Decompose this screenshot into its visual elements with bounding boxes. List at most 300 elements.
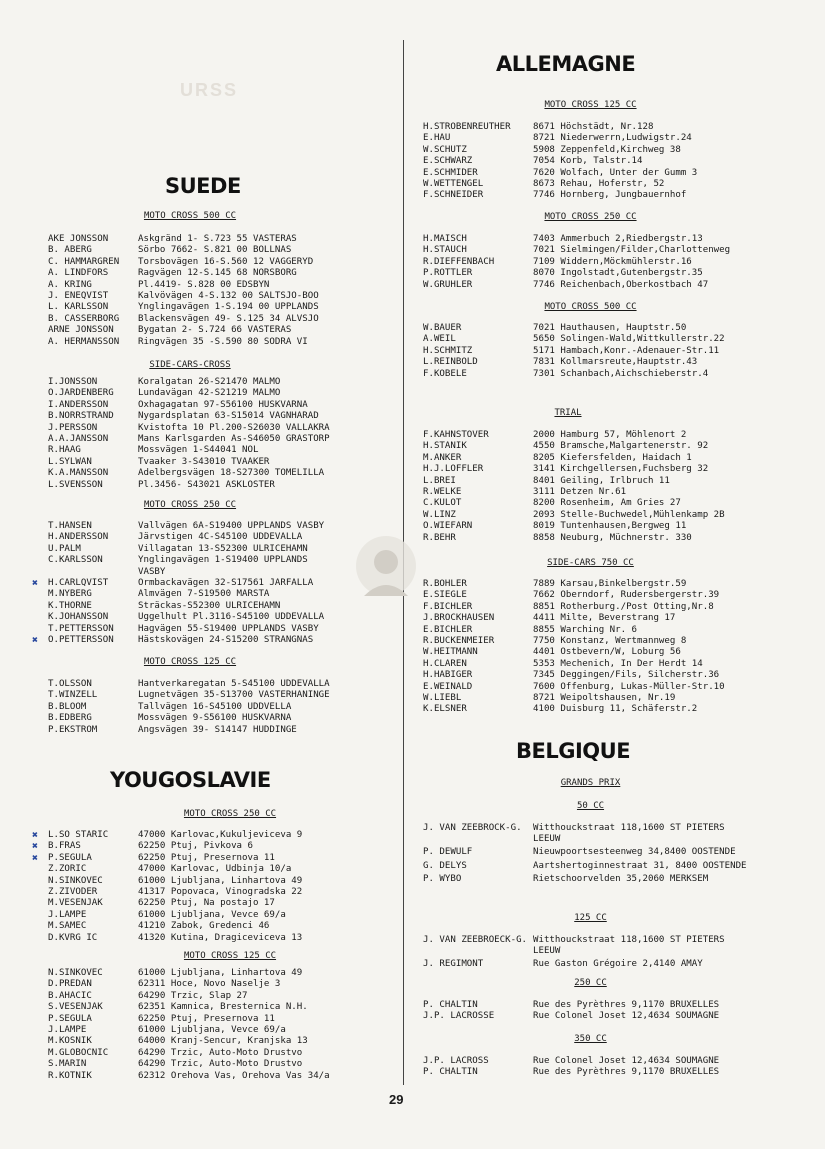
list-item — [423, 487, 725, 498]
entry-address: VASBY — [138, 566, 166, 577]
entry-name: P. CHALTIN — [423, 1067, 478, 1078]
check-mark-icon: ✖ — [32, 577, 39, 589]
entry-name: T.HANSEN — [48, 521, 92, 531]
list-belgique-350cc — [423, 1056, 748, 1078]
entry-address: Uggelhult Pl.3116-S45100 UDDEVALLA — [138, 612, 325, 623]
list-item — [423, 234, 730, 245]
entry-name: W.LIEBL — [423, 692, 462, 703]
entry-name: C.KULOT — [423, 498, 462, 509]
entry-name: J.P. LACROSSE — [423, 1011, 495, 1022]
list-item — [48, 291, 319, 302]
list-item — [48, 968, 330, 979]
entry-name: U.PALM — [48, 543, 81, 554]
entry-name: B. CASSERBORG — [48, 313, 120, 324]
list-suede-sidecars — [48, 377, 330, 491]
list-item — [48, 257, 319, 268]
list-item — [423, 334, 725, 345]
entry-address: 8401 Geiling, Irlbruch 11 — [533, 475, 670, 486]
entry-address: 7403 Ammerbuch 2,Riedbergstr.13 — [533, 234, 703, 244]
list-item — [423, 268, 730, 279]
entry-name: B. ABERG — [48, 245, 92, 256]
entry-address: 8671 Höchstädt, Nr.128 — [533, 122, 654, 132]
entry-name: J.LAMPE — [48, 909, 87, 920]
entry-name: I.JONSSON — [48, 377, 98, 387]
list-item — [423, 257, 730, 268]
list-item — [423, 579, 725, 590]
entry-address: Mans Karlsgarden As-S46050 GRASTORP — [138, 433, 330, 444]
entry-name: J.P. LACROSS — [423, 1056, 489, 1066]
heading-allemagne-trial: TRIAL — [554, 408, 582, 418]
entry-name: M.ANKER — [423, 452, 462, 463]
list-item — [423, 625, 725, 636]
entry-address: 64290 Trzic, Slap 27 — [138, 990, 248, 1001]
list-item — [48, 991, 330, 1002]
list-item — [423, 441, 725, 452]
entry-address: Askgränd 1- S.723 55 VASTERAS — [138, 234, 297, 244]
entry-name: F.SCHNEIDER — [423, 190, 484, 201]
entry-name: R.WELKE — [423, 486, 462, 497]
entry-address: 62311 Hoce, Novo Naselje 3 — [138, 979, 281, 990]
entry-address: 61000 Ljubljana, Linhartova 49 — [138, 875, 303, 886]
page-number: 29 — [389, 1092, 404, 1107]
list-item — [48, 910, 302, 921]
entry-address: Ynglingavägen 1-S.194 00 UPPLANDS — [138, 302, 319, 313]
entry-name: W.LINZ — [423, 509, 456, 520]
entry-address: 62351 Kamnica, Bresternica N.H. — [138, 1002, 308, 1013]
list-item — [423, 1011, 748, 1022]
entry-name: B.EDBERG — [48, 713, 92, 724]
list-item — [48, 302, 319, 313]
entry-name: F.KOBELE — [423, 368, 467, 379]
entry-address: Kvistofta 10 Pl.200-S26030 VALLAKRA — [138, 422, 330, 433]
entry-name: P. DEWULF — [423, 847, 473, 858]
entry-name: L.SO STARIC — [48, 830, 109, 840]
entry-address: 64000 Kranj-Sencur, Kranjska 13 — [138, 1036, 308, 1047]
list-belgique-125cc — [423, 935, 748, 973]
entry-name: N.SINKOVEC — [48, 968, 103, 978]
entry-name: K.JOHANSSON — [48, 612, 109, 623]
entry-name: C. HAMMARGREN — [48, 256, 120, 267]
entry-address: 8205 Kiefersfelden, Haidach 1 — [533, 452, 692, 463]
list-item — [48, 434, 330, 445]
entry-address: Tallvägen 16-S45100 UDDVELLA — [138, 701, 292, 712]
entry-address: Witthouckstraat 118,1600 ST PIETERS LEEUW — [533, 935, 725, 957]
list-item — [32, 577, 324, 589]
list-item — [423, 636, 725, 647]
entry-name: O.JARDENBERG — [48, 388, 114, 399]
list-item — [48, 521, 324, 532]
entry-address: 8070 Ingolstadt,Gutenbergstr.35 — [533, 268, 703, 279]
entry-name: W.GRUHLER — [423, 279, 473, 290]
entry-address: 8851 Rotherburg./Post Otting,Nr.8 — [533, 601, 714, 612]
heading-suede-sidecars: SIDE-CARS-CROSS — [149, 360, 231, 370]
entry-name: R.BEHR — [423, 532, 456, 543]
list-item — [48, 713, 330, 724]
entry-name: A.WEIL — [423, 334, 456, 345]
list-item — [48, 864, 302, 875]
heading-allemagne-mx500: MOTO CROSS 500 CC — [544, 302, 637, 312]
country-title-yougoslavie: YOUGOSLAVIE — [110, 768, 271, 792]
entry-address: Sörbo 7662- S.821 00 BOLLNAS — [138, 245, 292, 256]
entry-name: H.CLAREN — [423, 658, 467, 669]
heading-allemagne-mx250: MOTO CROSS 250 CC — [544, 212, 637, 222]
list-item — [32, 634, 324, 646]
heading-allemagne-sidecars: SIDE-CARS 750 CC — [547, 558, 634, 568]
list-item — [423, 1056, 748, 1067]
heading-suede-mx500: MOTO CROSS 500 CC — [143, 211, 237, 221]
entry-address: Blackensvägen 49- S.125 34 ALVSJO — [138, 313, 319, 324]
entry-name: C.KARLSSON — [48, 555, 103, 566]
entry-address: Angsvägen 39- S14147 HUDDINGE — [138, 724, 297, 735]
list-item — [48, 468, 330, 479]
entry-name: J. REGIMONT — [423, 959, 484, 970]
entry-address: 61000 Ljubljana, Vevce 69/a — [138, 1024, 286, 1035]
entry-name: P.EKSTROM — [48, 724, 98, 735]
entry-address: 4550 Bramsche,Malgartenerstr. 92 — [533, 441, 709, 452]
list-allemagne-trial — [423, 430, 725, 544]
entry-address: Pl.3456- S43021 ASKLOSTER — [138, 479, 275, 490]
entry-name: P. WYBO — [423, 873, 462, 884]
list-item — [48, 876, 302, 887]
entry-address: Almvägen 7-S19500 MARSTA — [138, 589, 270, 600]
entry-address: 41317 Popovaca, Vinogradska 22 — [138, 886, 303, 897]
list-item — [423, 959, 748, 970]
entry-name: S.VESENJAK — [48, 1002, 103, 1013]
list-item — [423, 133, 697, 144]
entry-name: K.ELSNER — [423, 704, 467, 715]
entry-address: 3141 Kirchgellersen,Fuchsberg 32 — [533, 464, 709, 475]
entry-address: Ynglingavägen 1-S19400 UPPLANDS — [138, 555, 308, 566]
entry-name: F.BICHLER — [423, 601, 473, 612]
check-mark-icon: ✖ — [32, 830, 39, 841]
list-item — [48, 268, 319, 279]
list-item — [423, 847, 748, 858]
entry-address: Nieuwpoortsesteenweg 34,8400 OOSTENDE — [533, 847, 736, 858]
list-item — [423, 464, 725, 475]
list-item — [423, 823, 748, 845]
list-item — [423, 476, 725, 487]
entry-name: D.KVRG IC — [48, 932, 98, 943]
entry-address: 7662 Oberndorf, Rudersbergerstr.39 — [533, 590, 720, 601]
entry-name: M.VESENJAK — [48, 898, 103, 909]
list-item — [423, 498, 725, 509]
list-item — [423, 647, 725, 658]
entry-name: AKE JONSSON — [48, 234, 109, 244]
list-item — [48, 388, 330, 399]
entry-address: Hantverkaregatan 5-S45100 UDDEVALLA — [138, 679, 330, 689]
list-item — [423, 179, 697, 190]
list-item — [423, 1000, 748, 1011]
list-item — [48, 234, 319, 245]
entry-name: E.WEINALD — [423, 681, 473, 692]
entry-name: E.HAU — [423, 133, 451, 144]
entry-address: 62312 Orehova Vas, Orehova Vas 34/a — [138, 1070, 330, 1081]
heading-belgique-grands-prix: GRANDS PRIX — [560, 778, 621, 788]
check-mark-icon: ✖ — [32, 634, 39, 646]
list-item — [423, 245, 730, 256]
entry-name: R.KOTNIK — [48, 1070, 92, 1081]
list-item — [48, 679, 330, 690]
entry-name: M.KOSNIK — [48, 1036, 92, 1047]
entry-name: E.SCHWARZ — [423, 156, 473, 167]
entry-name: P. CHALTIN — [423, 1000, 478, 1010]
heading-yougo-mx125: MOTO CROSS 125 CC — [183, 951, 277, 961]
heading-suede-mx125: MOTO CROSS 125 CC — [143, 657, 237, 667]
entry-address: 2093 Stelle-Buchwedel,Mühlenkamp 2B — [533, 509, 725, 520]
entry-address: 62250 Ptuj, Na postajo 17 — [138, 898, 275, 909]
entry-address: 62250 Ptuj, Presernova 11 — [138, 852, 275, 863]
entry-address: 5650 Solingen-Wald,Wittkullerstr.22 — [533, 334, 725, 345]
list-item — [48, 898, 302, 909]
entry-name: H.SCHMITZ — [423, 345, 473, 356]
list-item — [48, 337, 319, 348]
ghost-heading: URSS — [180, 80, 239, 100]
entry-address: 7021 Hauthausen, Hauptstr.50 — [533, 323, 687, 333]
entry-address: 7054 Korb, Talstr.14 — [533, 156, 643, 167]
entry-name: B.FRAS — [48, 841, 81, 852]
entry-address: 7301 Schanbach,Aichschieberstr.4 — [533, 368, 709, 379]
entry-name: S.MARIN — [48, 1059, 87, 1070]
entry-name: J.PERSSON — [48, 422, 98, 433]
entry-address: Koralgatan 26-S21470 MALMO — [138, 377, 281, 387]
entry-address: 7021 Sielmingen/Filder,Charlottenweg — [533, 245, 731, 256]
entry-address: 7746 Reichenbach,Oberkostbach 47 — [533, 279, 709, 290]
list-item — [48, 589, 324, 600]
entry-name: H.ANDERSSON — [48, 532, 109, 543]
entry-address: Bygatan 2- S.724 66 VASTERAS — [138, 325, 292, 336]
list-belgique-50cc — [423, 823, 748, 887]
entry-address: Rue des Pyrèthres 9,1170 BRUXELLES — [533, 1067, 720, 1078]
entry-name: A. KRING — [48, 279, 92, 290]
list-item — [48, 567, 324, 578]
list-item — [423, 935, 748, 957]
list-item — [423, 369, 725, 380]
entry-address: 8019 Tuntenhausen,Bergweg 11 — [533, 521, 687, 532]
list-item — [423, 521, 725, 532]
entry-name: R.DIEFFENBACH — [423, 256, 495, 267]
list-item — [423, 510, 725, 521]
list-item — [423, 861, 748, 872]
entry-name: J. ENEQVIST — [48, 290, 109, 301]
entry-name: P.SEGULA — [48, 1013, 92, 1024]
list-item — [48, 887, 302, 898]
entry-address: Vallvägen 6A-S19400 UPPLANDS VASBY — [138, 521, 325, 531]
entry-address: 64290 Trzic, Auto-Moto Drustvo — [138, 1059, 303, 1070]
heading-suede-mx250: MOTO CROSS 250 CC — [143, 500, 237, 510]
list-item — [423, 357, 725, 368]
list-item — [32, 852, 302, 864]
entry-address: 4401 Ostbevern/W, Loburg 56 — [533, 647, 681, 658]
list-item — [423, 346, 725, 357]
entry-address: 5171 Hambach,Konr.-Adenauer-Str.11 — [533, 345, 720, 356]
list-item — [48, 1025, 330, 1036]
entry-address: 41320 Kutina, Dragiceviceva 13 — [138, 932, 303, 943]
list-item — [48, 601, 324, 612]
entry-address: 7620 Wolfach, Unter der Gumm 3 — [533, 167, 698, 178]
entry-address: 5353 Mechenich, In Der Herdt 14 — [533, 658, 703, 669]
entry-address: Rue Colonel Joset 12,4634 SOUMAGNE — [533, 1056, 720, 1066]
list-item — [423, 602, 725, 613]
entry-address: Mossvägen 1-S44041 NOL — [138, 445, 259, 456]
list-item — [423, 613, 725, 624]
list-suede-mx250 — [32, 521, 325, 646]
entry-name: L. KARLSSON — [48, 302, 109, 313]
entry-address: 8721 Niederwerrn,Ludwigstr.24 — [533, 133, 692, 144]
entry-address: 8200 Rosenheim, Am Gries 27 — [533, 498, 681, 509]
entry-name: J. VAN ZEEBROECK-G. — [423, 935, 528, 945]
entry-name: R.BUCKENMEIER — [423, 635, 495, 646]
list-item — [48, 445, 330, 456]
entry-name: J. VAN ZEEBROCK-G. — [423, 823, 522, 833]
entry-address: Sträckas-S52300 ULRICEHAMN — [138, 600, 281, 611]
entry-name: L.REINBOLD — [423, 357, 478, 368]
list-item — [423, 682, 725, 693]
entry-name: L.SYLWAN — [48, 456, 92, 467]
entry-address: Tvaaker 3-S43010 TVAAKER — [138, 456, 270, 467]
entry-name: M.SAMEC — [48, 921, 87, 932]
entry-name: W.SCHUTZ — [423, 144, 467, 155]
list-yougo-mx250 — [32, 830, 303, 944]
entry-name: P.SEGULA — [48, 852, 92, 863]
entry-address: 62250 Ptuj, Pivkova 6 — [138, 841, 253, 852]
list-belgique-250cc — [423, 1000, 748, 1022]
entry-address: Ragvägen 12-S.145 68 NORSBORG — [138, 268, 297, 279]
check-mark-icon: ✖ — [32, 841, 39, 853]
list-item — [423, 670, 725, 681]
entry-name: K.THORNE — [48, 600, 92, 611]
entry-name: H.CARLQVIST — [48, 577, 109, 588]
entry-address: Pl.4419- S.828 00 EDSBYN — [138, 279, 270, 290]
entry-name: A. LINDFORS — [48, 268, 109, 279]
list-item — [48, 933, 302, 944]
entry-address: 8673 Rehau, Hoferstr, 52 — [533, 178, 665, 189]
entry-name: H.STAUCH — [423, 245, 467, 256]
entry-address: Adelbergsvägen 18-S27300 TOMELILLA — [138, 468, 325, 479]
entry-address: Rue des Pyrèthres 9,1170 BRUXELLES — [533, 1000, 720, 1010]
list-item — [48, 423, 330, 434]
list-item — [423, 168, 697, 179]
entry-address: 3111 Detzen Nr.61 — [533, 486, 627, 497]
entry-name: W.WETTENGEL — [423, 178, 484, 189]
list-item — [48, 400, 330, 411]
entry-address: 7831 Kollmarsreute,Hauptstr.43 — [533, 357, 698, 368]
list-item — [423, 533, 725, 544]
entry-address: 5908 Zeppenfeld,Kirchweg 38 — [533, 144, 681, 155]
list-item — [48, 280, 319, 291]
list-item — [423, 156, 697, 167]
list-item — [423, 453, 725, 464]
entry-name: O.PETTERSSON — [48, 634, 114, 645]
list-item — [48, 457, 330, 468]
list-item — [423, 693, 725, 704]
entry-address: Nygardsplatan 63-S15014 VAGNHARAD — [138, 411, 319, 422]
list-item — [48, 1014, 330, 1025]
entry-name: H.STANIK — [423, 441, 467, 452]
entry-name: J.LAMPE — [48, 1024, 87, 1035]
list-item — [48, 1048, 330, 1059]
entry-address: Torsbovägen 16-S.560 12 VAGGERYD — [138, 256, 314, 267]
entry-name: B.NORRSTRAND — [48, 411, 114, 422]
entry-name: M.NYBERG — [48, 589, 92, 600]
list-item — [423, 323, 725, 334]
entry-name: D.PREDAN — [48, 979, 92, 990]
entry-name: L.SVENSSON — [48, 479, 103, 490]
list-item — [423, 190, 697, 201]
list-allemagne-mx500 — [423, 323, 725, 380]
watermark-stamp — [350, 530, 422, 610]
entry-name: E.SIEGLE — [423, 590, 467, 601]
list-item — [423, 145, 697, 156]
list-item — [48, 1036, 330, 1047]
entry-name: H.MAISCH — [423, 234, 467, 244]
entry-name: A.A.JANSSON — [48, 433, 109, 444]
entry-address: 8855 Warching Nr. 6 — [533, 624, 638, 635]
entry-name: H.HABIGER — [423, 670, 473, 681]
list-item — [48, 1002, 330, 1013]
entry-name: G. DELYS — [423, 860, 467, 871]
list-item — [48, 979, 330, 990]
list-item — [48, 1059, 330, 1070]
entry-name: I.ANDERSSON — [48, 399, 109, 410]
heading-allemagne-mx125: MOTO CROSS 125 CC — [544, 100, 637, 110]
entry-name: R.BOHLER — [423, 579, 467, 589]
list-item — [48, 532, 324, 543]
entry-name: B.BLOOM — [48, 701, 87, 712]
list-suede-mx500 — [48, 234, 319, 348]
entry-address: Rietschoorvelden 35,2060 MERKSEM — [533, 873, 709, 884]
entry-name: ARNE JONSSON — [48, 325, 114, 336]
entry-address: 8858 Neuburg, Müchnerstr. 330 — [533, 532, 692, 543]
list-item — [48, 480, 330, 491]
list-item — [423, 1067, 748, 1078]
entry-address: 7889 Karsau,Binkelbergstr.59 — [533, 579, 687, 589]
entry-address: Rue Colonel Joset 12,4634 SOUMAGNE — [533, 1011, 720, 1022]
list-item — [48, 725, 330, 736]
list-item — [423, 659, 725, 670]
entry-address: 4100 Duisburg 11, Schäferstr.2 — [533, 704, 698, 715]
list-item — [423, 590, 725, 601]
entry-address: 62250 Ptuj, Presernova 11 — [138, 1013, 275, 1024]
entry-name: E.BICHLER — [423, 624, 473, 635]
list-item — [423, 430, 725, 441]
entry-name: L.BREI — [423, 475, 456, 486]
list-item — [48, 612, 324, 623]
entry-name: E.SCHMIDER — [423, 167, 478, 178]
list-item — [32, 830, 303, 841]
country-title-suede: SUEDE — [165, 174, 241, 198]
heading-belgique-50cc: 50 CC — [576, 801, 605, 811]
list-item — [423, 280, 730, 291]
list-item — [48, 544, 324, 555]
list-yougo-mx125 — [48, 968, 330, 1082]
entry-address: 47000 Karlovac,Kukuljeviceva 9 — [138, 830, 303, 840]
entry-address: Kalvövägen 4-S.132 00 SALTSJO-BOO — [138, 290, 319, 301]
entry-address: Witthouckstraat 118,1600 ST PIETERS LEEUW — [533, 823, 725, 845]
entry-address: 2000 Hamburg 57, Möhlenort 2 — [533, 430, 687, 440]
entry-address: 4411 Milte, Beverstrang 17 — [533, 613, 676, 624]
entry-address: Lugnetvägen 35-S13700 VASTERHANINGE — [138, 690, 330, 701]
list-item — [48, 245, 319, 256]
entry-address: Rue Gaston Grégoire 2,4140 AMAY — [533, 959, 703, 970]
entry-address: 47000 Karlovac, Udbinja 10/a — [138, 864, 292, 875]
list-item — [48, 690, 330, 701]
heading-belgique-125cc: 125 CC — [574, 913, 607, 923]
entry-name: A. HERMANSSON — [48, 336, 120, 347]
list-item — [423, 122, 697, 133]
entry-name: T.PETTERSSON — [48, 623, 114, 634]
entry-name: K.A.MANSSON — [48, 468, 109, 479]
list-item — [48, 314, 319, 325]
